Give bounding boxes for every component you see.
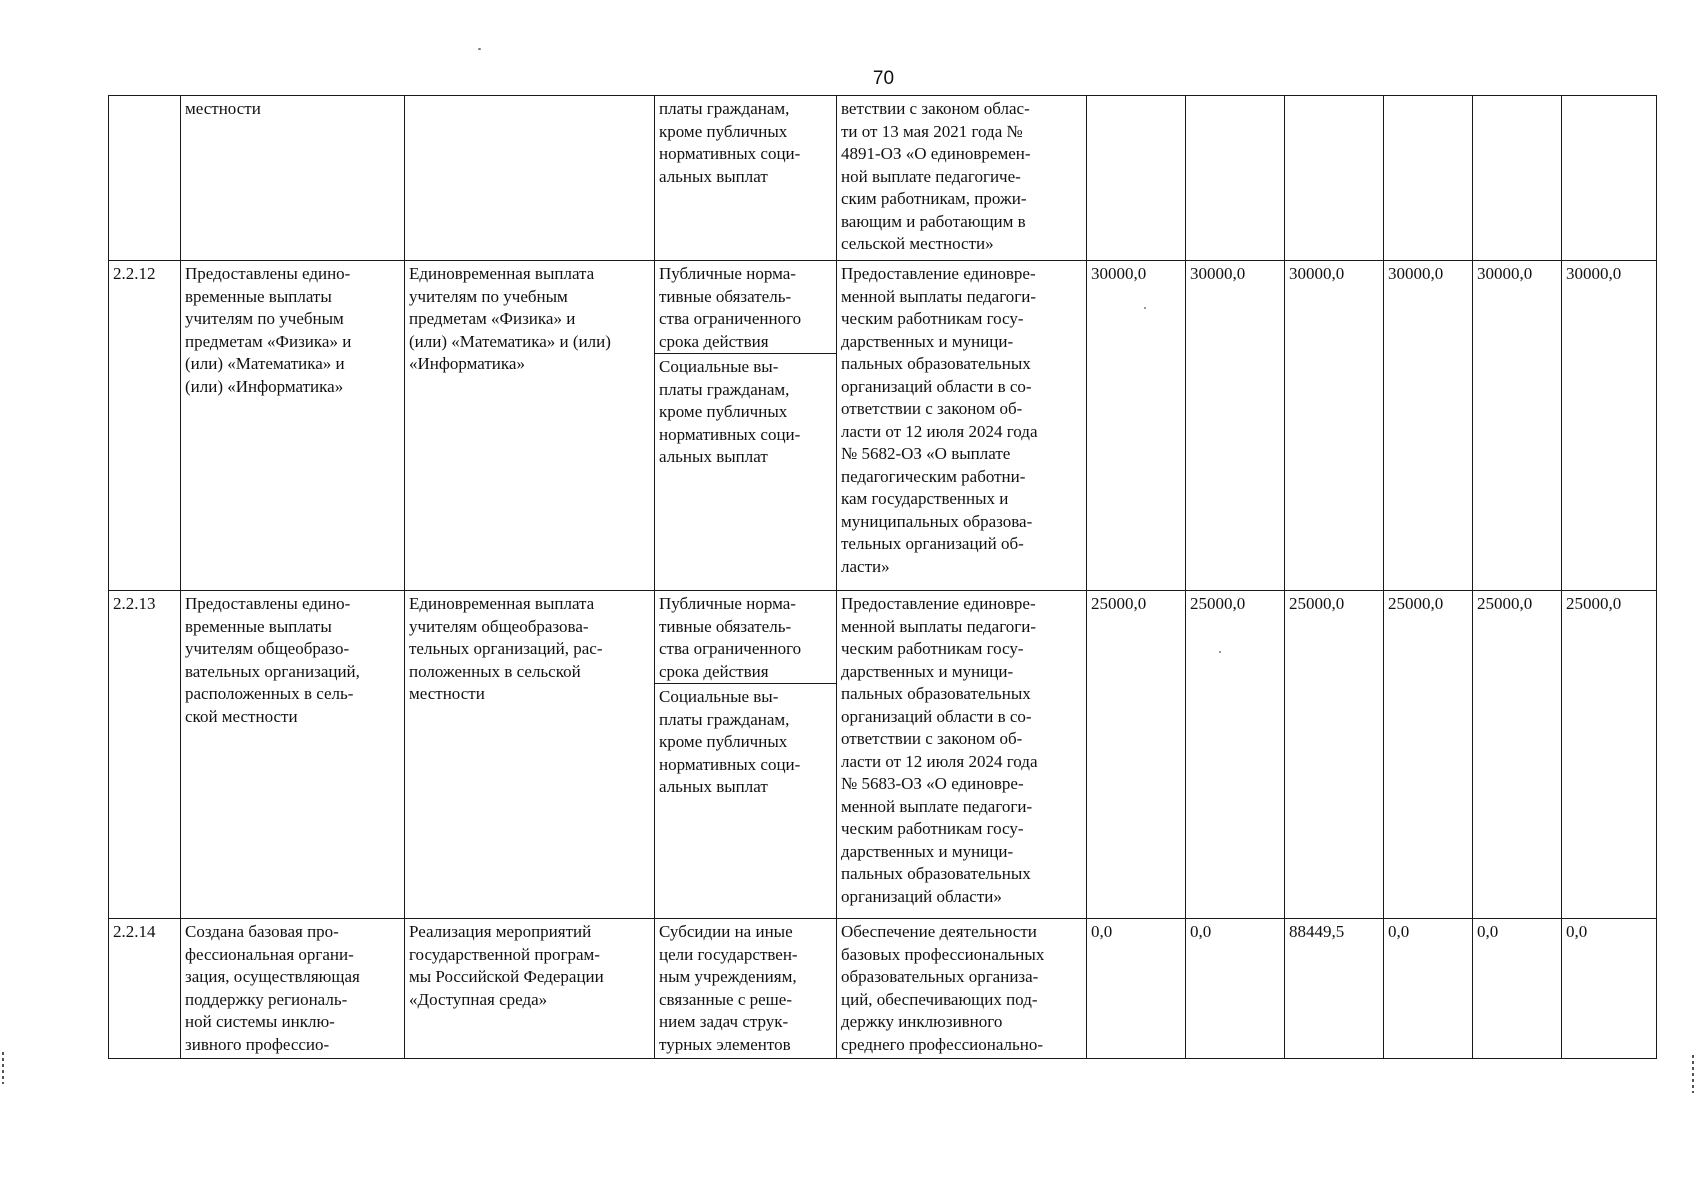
cell-text-line: Единовременная выплата [409,594,595,613]
cell-text-line: дарственных и муници- [841,331,1014,351]
scan-speck [478,48,481,50]
cell-text-line: ласти от 12 июля 2024 года [841,421,1038,441]
table-row [109,591,1657,919]
cell-text-line: (или) «Математика» и [185,354,345,373]
cell-text-line: организаций области в со- [841,706,1032,726]
cell-text-line: Социальные вы- [659,357,779,376]
funding-value-year-6: 25000,0 [1562,591,1657,919]
scan-speck [1219,651,1221,653]
cell-text-line: учителям общеобразова- [409,616,589,636]
expense-type-secondary [655,686,836,799]
measure-event [405,261,655,591]
funding-value-year-6: 30000,0 [1562,261,1657,591]
cell-text-line: фессиональная органи- [185,944,354,964]
table-row [109,96,1657,261]
cell-text-line: держку инклюзивного [841,1012,1003,1031]
cell-text-line: Предоставлены едино- [185,594,351,613]
budget-measures-table [108,95,1657,1059]
cell-text-line: ческим работникам госу- [841,639,1024,658]
cell-text-line: Единовременная выплата [409,264,595,283]
cell-text-line: альных выплат [659,166,768,186]
funding-value-year-5: 25000,0 [1473,591,1562,919]
expense-type-secondary [655,921,836,1056]
cell-text-line: «Доступная среда» [409,989,548,1009]
cell-text-line: альных выплат [659,777,768,796]
cell-text-line: связанные с реше- [659,989,792,1009]
page-number: 70 [872,68,895,89]
funding-value-year-4 [1384,96,1473,261]
cell-text-line: нием задач струк- [659,1012,789,1031]
funding-value-year-6: 0,0 [1562,919,1657,1059]
cell-text-line: ти от 13 мая 2021 года № [841,121,1023,141]
cell-text-line: ства ограниченного [659,639,802,658]
cell-text-line: ной системы инклю- [185,1012,335,1031]
funding-value-year-4: 25000,0 [1384,591,1473,919]
cell-text-line: ответствии с законом об- [841,729,1023,748]
cell-text-line: вающим и работающим в [841,211,1026,231]
measure-description [837,919,1087,1059]
cell-text-line: тельных организаций, рас- [409,639,603,658]
measure-number: 2.2.13 [109,591,181,919]
cell-text-line: расположенных в сель- [185,684,354,703]
cell-text-line: срока действия [659,661,769,681]
measure-number: 2.2.12 [109,261,181,591]
cell-text-line: Предоставлены едино- [185,264,351,283]
cell-text-line: тивные обязатель- [659,616,792,636]
cell-text-line: пальных образовательных [841,864,1031,883]
cell-text-line: ства ограниченного [659,309,802,328]
cell-text-line: пальных образовательных [841,354,1031,373]
cell-text-line: «Информатика» [409,354,525,373]
cell-text-line: платы гражданам, [659,99,790,118]
cell-text-line: положенных в сельской [409,661,581,681]
funding-value-year-1: 30000,0 [1087,261,1186,591]
funding-value-year-5: 30000,0 [1473,261,1562,591]
cell-text-line: № 5683-ОЗ «О единовре- [841,774,1024,793]
cell-text-line: Субсидии на иные [659,922,793,941]
measure-description [837,591,1087,919]
measure-result [181,591,405,919]
cell-text-line: учителям по учебным [185,309,344,328]
cell-text-line: ским работникам, прожи- [841,189,1027,208]
expense-type [655,261,837,591]
expense-type-secondary [655,356,836,469]
cell-text-line: ласти» [841,556,890,576]
cell-text-line: менной выплаты педагоги- [841,616,1036,636]
cell-text-line: кроме публичных [659,121,788,141]
cell-text-line: Предоставление единовре- [841,264,1036,283]
cell-text-line: образовательных организа- [841,967,1039,986]
funding-value-year-2: 25000,0 [1186,591,1285,919]
scan-edge-mark [2,1052,4,1084]
measure-result [181,919,405,1059]
cell-text-line: кам государственных и [841,489,1009,508]
cell-text-line: пальных образовательных [841,684,1031,703]
cell-text-line: № 5682-ОЗ «О выплате [841,444,1011,463]
table-row [109,261,1657,591]
cell-text-line: Социальные вы- [659,687,779,706]
cell-text-line: дарственных и муници- [841,661,1014,681]
expense-type-primary [655,593,836,684]
expense-type [655,919,837,1059]
cell-text-line: временные выплаты [185,286,332,306]
funding-value-year-1 [1087,96,1186,261]
funding-value-year-2: 0,0 [1186,919,1285,1059]
cell-text-line: нормативных соци- [659,754,801,774]
expense-type [655,591,837,919]
cell-text-line: предметам «Физика» и [185,331,352,351]
cell-text-line: среднего профессионально- [841,1034,1044,1054]
measure-event [405,96,655,261]
cell-text-line: ческим работникам госу- [841,819,1024,838]
cell-text-line: Реализация мероприятий [409,922,592,941]
scan-speck [1144,307,1146,309]
cell-text-line: (или) «Информатика» [185,376,344,396]
cell-text-line: менной выплаты педагоги- [841,286,1036,306]
measure-description [837,261,1087,591]
cell-text-line: тельных организаций об- [841,534,1024,553]
cell-text-line: учителям общеобразо- [185,639,350,658]
cell-text-line: ласти от 12 июля 2024 года [841,751,1038,771]
cell-text-line: платы гражданам, [659,379,790,399]
cell-text-line: нормативных соци- [659,424,801,444]
funding-value-year-4: 30000,0 [1384,261,1473,591]
measure-description [837,96,1087,261]
cell-text-line: тивные обязатель- [659,286,792,306]
cell-text-line: вательных организаций, [185,661,360,681]
cell-text-line: местности [185,99,261,118]
cell-text-line: Создана базовая про- [185,922,339,941]
cell-text-line: организаций области» [841,886,1002,906]
cell-text-line: Обеспечение деятельности [841,922,1037,941]
cell-text-line: дарственных и муници- [841,841,1014,861]
funding-value-year-3: 30000,0 [1285,261,1384,591]
cell-text-line: (или) «Математика» и (или) [409,331,611,351]
measure-result [181,261,405,591]
expense-type [655,96,837,261]
cell-text-line: кроме публичных [659,402,788,421]
cell-text-line: государственной програм- [409,944,600,964]
cell-text-line: педагогическим работни- [841,466,1026,486]
cell-text-line: ным учреждениям, [659,967,797,986]
cell-text-line: альных выплат [659,447,768,466]
funding-value-year-1: 0,0 [1087,919,1186,1059]
expense-type-secondary [655,98,836,188]
measure-number [109,96,181,261]
cell-text-line: ской местности [185,706,298,726]
cell-text-line: ответствии с законом об- [841,399,1023,418]
funding-value-year-3 [1285,96,1384,261]
funding-value-year-6 [1562,96,1657,261]
cell-text-line: мы Российской Федерации [409,967,604,986]
funding-value-year-2: 30000,0 [1186,261,1285,591]
funding-value-year-3: 88449,5 [1285,919,1384,1059]
cell-text-line: местности [409,684,485,703]
cell-text-line: Предоставление единовре- [841,594,1036,613]
cell-text-line: ций, обеспечивающих под- [841,989,1038,1009]
table-row [109,919,1657,1059]
funding-value-year-1: 25000,0 [1087,591,1186,919]
cell-text-line: цели государствен- [659,944,798,964]
cell-text-line: ветствии с законом облас- [841,99,1030,118]
cell-text-line: турных элементов [659,1034,791,1054]
cell-text-line: менной выплате педагоги- [841,796,1033,816]
funding-value-year-2 [1186,96,1285,261]
funding-value-year-5 [1473,96,1562,261]
funding-value-year-4: 0,0 [1384,919,1473,1059]
cell-text-line: сельской местности» [841,234,994,253]
scan-edge-mark [1692,1055,1694,1093]
cell-text-line: организаций области в со- [841,376,1032,396]
cell-text-line: кроме публичных [659,732,788,751]
cell-text-line: базовых профессиональных [841,944,1045,964]
cell-text-line: Публичные норма- [659,264,796,283]
measure-number: 2.2.14 [109,919,181,1059]
cell-text-line: 4891-ОЗ «О единовремен- [841,144,1031,163]
cell-text-line: муниципальных образова- [841,511,1033,531]
cell-text-line: учителям по учебным [409,286,568,306]
expense-type-primary [655,263,836,354]
cell-text-line: срока действия [659,331,769,351]
measure-event [405,591,655,919]
cell-text-line: нормативных соци- [659,144,801,163]
cell-text-line: Публичные норма- [659,594,796,613]
funding-value-year-5: 0,0 [1473,919,1562,1059]
cell-text-line: ной выплате педагогиче- [841,166,1021,186]
cell-text-line: ческим работникам госу- [841,309,1024,328]
cell-text-line: зивного профессио- [185,1034,330,1054]
measure-result [181,96,405,261]
cell-text-line: поддержку региональ- [185,989,348,1009]
measure-event [405,919,655,1059]
cell-text-line: предметам «Физика» и [409,309,576,328]
cell-text-line: зация, осуществляющая [185,967,360,986]
cell-text-line: временные выплаты [185,616,332,636]
cell-text-line: платы гражданам, [659,709,790,729]
funding-value-year-3: 25000,0 [1285,591,1384,919]
